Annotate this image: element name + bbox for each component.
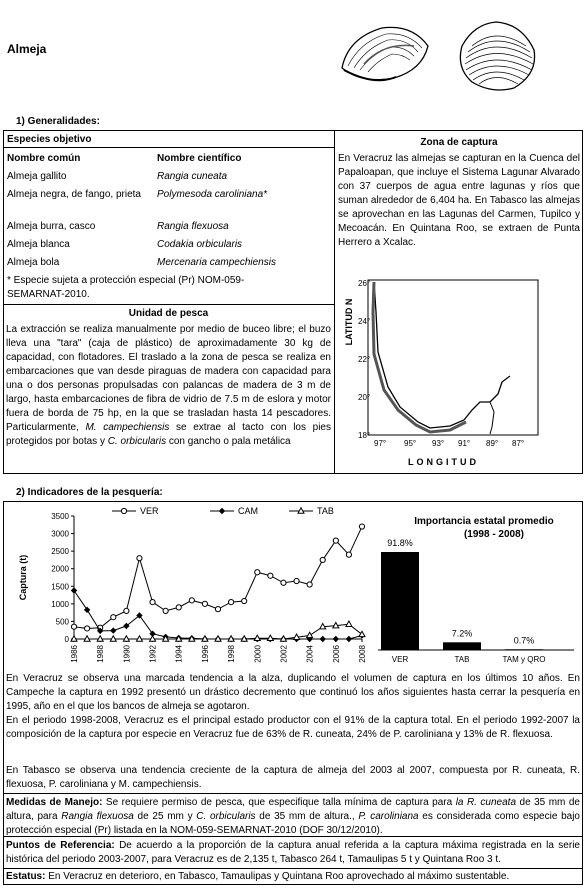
bar-category-label: VER <box>391 655 409 664</box>
estatus: Estatus: En Veracruz en deterioro, en Tabasco, Tamaulipas y Quintana Roo aprovechado al máximo sustentable. <box>6 871 510 882</box>
map-lon-tick: 87° <box>512 439 525 448</box>
point-ver <box>359 524 364 529</box>
point-ver <box>111 615 116 620</box>
series-line-ver <box>74 527 362 629</box>
indicator-paragraph-1: En Veracruz se observa una marcada tendencia a la alza, duplicando el volumen de captura en los últimos 10 años. En Campeche la captura en 1992 presentó un drástico decremento que continuó los años siguientes hasta cerrar la pesquería en 1995, año en el que los bancos de almeja se agotaron. <box>6 673 580 712</box>
y-tick-label: 3500 <box>51 512 69 521</box>
zona-text: En Veracruz las almejas se capturan en la Cuenca del Papaloapan, que incluye el Sistema Lagunar Alvarado con 37 cuerpos de agua entre lagunas y ríos que suman alrededor de 6,404 ha. En Tabasco las almejas se aprovechan en las Lagunas del Carmen, Tupilco y Mecoacán. En Quintana Roo, se extraen de Punta Herrero a Xcalac. <box>338 153 580 248</box>
point-ver <box>150 600 155 605</box>
indicator-paragraph-3: En Tabasco se observa una tendencia creciente de la captura de almeja del 2003 al 2007, compuesta por R. cuneata, R. flexuosa, P. caroliniana y M. campechiensis. <box>6 765 580 790</box>
species-scientific-name: Codakia orbicularis <box>157 239 243 250</box>
x-tick-label: 2008 <box>358 645 367 663</box>
bar <box>505 649 543 650</box>
bar-chart-subtitle: (1998 - 2008) <box>463 529 525 540</box>
y-tick-label: 0 <box>64 635 69 644</box>
species-common-name: Almeja burra, casco <box>7 221 96 232</box>
species-common-name: Almeja bola <box>7 257 60 268</box>
capture-zone-map <box>340 272 540 472</box>
point-cam <box>71 587 77 593</box>
point-ver <box>281 580 286 585</box>
species-scientific-name: Polymesoda caroliniana* <box>157 189 268 200</box>
map-lat-tick: 24° <box>358 317 371 326</box>
map-lon-tick: 89° <box>486 439 499 448</box>
bar <box>443 642 481 650</box>
bar-category-label: TAB <box>454 655 470 664</box>
point-ver <box>163 608 168 613</box>
medidas-de-manejo: Medidas de Manejo: Se requiere permiso de pesca, que especifique talla mínima de captura para la R. cuneata de 35 mm de altura, para Rangia flexuosa de 25 mm y C. orbicularis de 35 mm de altura., P. caroliniana es considerada como especie bajo protección especial (Pr) listada en la NOM-059-SEMARNAT-2010 (DOF 30/12/2010). <box>6 797 580 836</box>
page-title: Almeja <box>7 42 47 56</box>
clam-shell-illustration-2 <box>452 16 542 96</box>
point-ver <box>137 556 142 561</box>
col-nombre-cientifico: Nombre científico <box>157 153 242 164</box>
point-ver <box>268 573 273 578</box>
species-scientific-name: Mercenaria campechiensis <box>157 257 276 268</box>
series-line-cam <box>74 591 362 639</box>
point-cam <box>320 636 326 642</box>
zona-heading: Zona de captura <box>420 137 498 148</box>
map-lon-tick: 95° <box>404 439 417 448</box>
point-ver <box>176 605 181 610</box>
species-note: * Especie sujeta a protección especial (Pr) NOM-059-SEMARNAT-2010. <box>7 275 245 300</box>
point-cam <box>333 636 339 642</box>
especies-heading: Especies objetivo <box>7 134 92 145</box>
map-lon-tick: 91° <box>458 439 471 448</box>
map-lat-tick: 20° <box>358 393 371 402</box>
y-tick-label: 2000 <box>51 564 69 574</box>
unidad-heading: Unidad de pesca <box>128 308 209 319</box>
legend-label: VER <box>140 506 159 516</box>
clam-shell-illustration-1 <box>334 20 434 92</box>
point-cam <box>346 636 352 642</box>
x-tick-label: 2004 <box>305 645 315 663</box>
point-ver <box>124 608 129 613</box>
species-scientific-name: Rangia flexuosa <box>157 221 229 232</box>
y-tick-label: 2500 <box>51 547 69 557</box>
y-tick-label: 1500 <box>51 582 69 592</box>
x-tick-label: 1988 <box>96 645 106 663</box>
legend-marker <box>219 508 225 514</box>
point-ver <box>228 600 233 605</box>
bar <box>381 552 419 650</box>
legend-marker <box>121 508 126 513</box>
point-cam <box>110 627 116 633</box>
point-ver <box>294 578 299 583</box>
y-tick-label: 1000 <box>51 599 69 609</box>
point-tab <box>254 635 260 640</box>
y-tick-label: 3000 <box>51 529 69 539</box>
unidad-text: La extracción se realiza manualmente por medio de buceo libre; el buzo lleva una "tara" (caja de plástico) de aproximadamente 30 kg de capacidad, con flotadores. El traslado a la zona de pesca se realiza en embarcaciones que van desde piraguas de madera con capacidad para una o dos personas propulsadas con palancas de madera de 3 m de largo, hasta embarcaciones de fibra de vidrio de 7.5 m de eslora y motor fuera de borda de 75 hp, en la que se trasladan hasta 14 pescadores. Particularmente, M. campechiensis se extrae al tacto con los pies protegidos por botas y C. orbicularis con gancho o pala metálica <box>6 324 331 447</box>
legend-label: TAB <box>317 506 334 516</box>
point-tab <box>359 631 365 636</box>
y-axis-label: Captura (t) <box>18 554 28 601</box>
bar-category-label: TAM y QRO <box>502 655 546 664</box>
map-lat-tick: 18° <box>358 431 371 440</box>
point-cam <box>84 607 90 613</box>
importance-bar-chart <box>374 502 582 672</box>
x-tick-label: 2006 <box>331 645 341 663</box>
map-lat-tick: 22° <box>358 355 371 364</box>
point-tab <box>346 621 352 626</box>
map-lon-label: LONGITUD <box>408 457 479 467</box>
y-tick-label: 500 <box>55 617 69 627</box>
x-tick-label: 1990 <box>122 645 132 663</box>
point-ver <box>320 557 325 562</box>
x-tick-label: 2002 <box>279 645 289 663</box>
point-tab <box>307 632 313 637</box>
bar-value-label: 91.8% <box>387 538 413 548</box>
point-ver <box>215 607 220 612</box>
point-ver <box>346 552 351 557</box>
map-lat-label: LATITUD N <box>344 298 354 346</box>
point-tab <box>267 635 273 640</box>
point-ver <box>189 598 194 603</box>
col-nombre-comun: Nombre común <box>7 153 81 164</box>
bar-chart-title: Importancia estatal promedio <box>414 516 554 527</box>
indicator-paragraph-2: En el periodo 1998-2008, Veracruz es el principal estado productor con el 91% de la captura total. En el periodo 1992-2007 la composición de la captura por especie en Veracruz fue de 63% de R. cuneata, 24% de P. caroliniana y 13% de R. flexuosa. <box>6 715 580 740</box>
x-tick-label: 2000 <box>253 645 263 663</box>
bar-value-label: 0.7% <box>513 635 535 646</box>
bar-value-label: 7.2% <box>451 628 473 639</box>
point-ver <box>242 598 247 603</box>
map-lon-tick: 93° <box>432 439 445 448</box>
puntos-de-referencia: Puntos de Referencia: De acuerdo a la proporción de la captura anual referida a la captura máxima registrada en la serie histórica del periodo 2003-2007, para Veracruz es de 2,135 t, Tabasco 264 t, Tamaulipas 5 t y Quintana Roo 3 t. <box>6 840 580 865</box>
species-common-name: Almeja blanca <box>7 239 70 250</box>
map-lat-tick: 26° <box>358 279 371 288</box>
point-ver <box>255 570 260 575</box>
species-common-name: Almeja negra, de fango, prieta <box>7 189 141 200</box>
point-ver <box>333 538 338 543</box>
species-scientific-name: Rangia cuneata <box>157 171 228 182</box>
x-tick-label: 1996 <box>200 645 210 663</box>
section-2-title: 2) Indicadores de la pesquería: <box>16 487 163 498</box>
species-common-name: Almeja gallito <box>7 171 67 182</box>
map-lon-tick: 97° <box>374 439 387 448</box>
legend-label: CAM <box>238 506 258 516</box>
x-tick-label: 1994 <box>174 645 184 663</box>
x-tick-label: 1992 <box>148 645 158 663</box>
x-tick-label: 1986 <box>70 645 79 663</box>
point-ver <box>84 626 89 631</box>
x-tick-label: 1998 <box>227 645 237 663</box>
capture-line-chart <box>4 502 374 672</box>
section-1-title: 1) Generalidades: <box>16 116 100 127</box>
point-ver <box>307 582 312 587</box>
point-ver <box>202 601 207 606</box>
point-ver <box>71 624 76 629</box>
